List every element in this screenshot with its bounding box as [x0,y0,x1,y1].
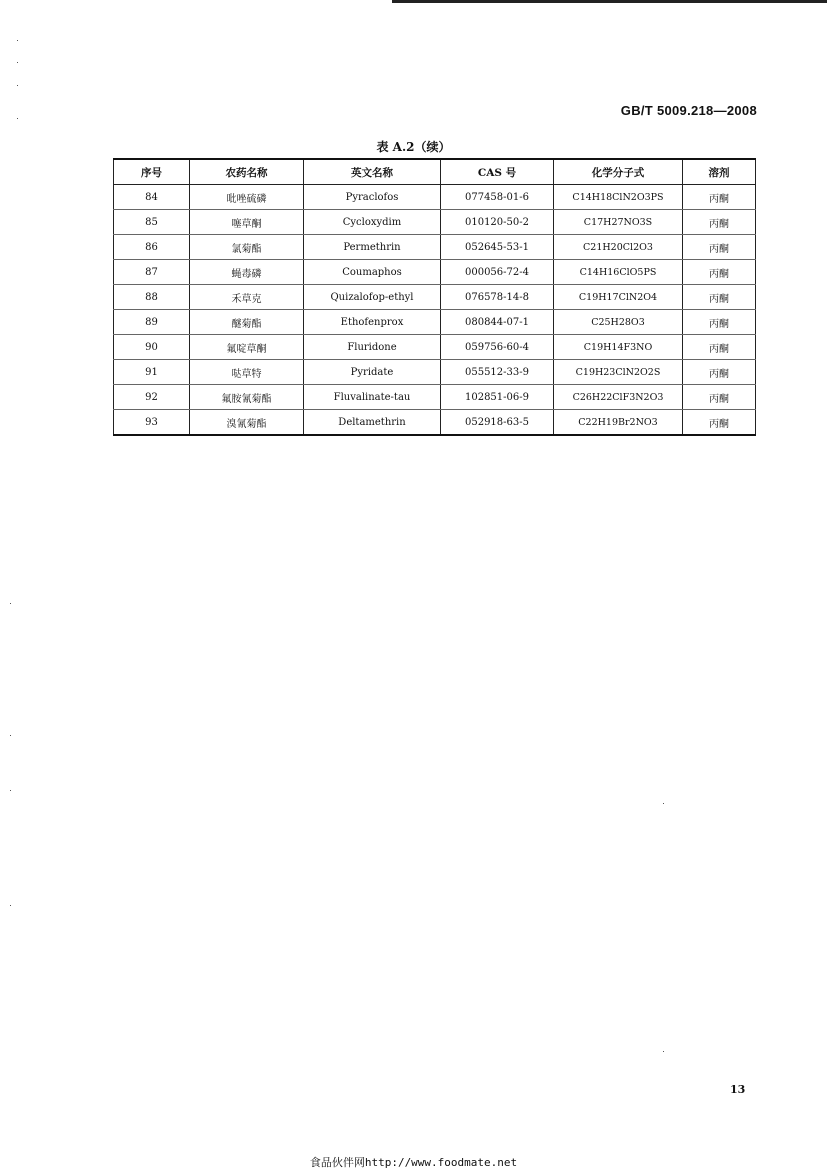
col-header-solvent: 溶剂 [683,159,756,185]
cell-no: 85 [114,210,190,235]
cell-solvent: 丙酮 [683,410,756,436]
cell-name-cn: 溴氰菊酯 [190,410,304,436]
cell-cas: 010120-50-2 [441,210,554,235]
cell-name-en: Coumaphos [304,260,441,285]
cell-cas: 052645-53-1 [441,235,554,260]
cell-name-en: Deltamethrin [304,410,441,436]
cell-no: 93 [114,410,190,436]
col-header-name-cn: 农药名称 [190,159,304,185]
cell-solvent: 丙酮 [683,285,756,310]
cell-formula: C26H22ClF3N2O3 [554,385,683,410]
cell-cas: 059756-60-4 [441,335,554,360]
cell-name-cn: 氟啶草酮 [190,335,304,360]
cell-name-cn: 禾草克 [190,285,304,310]
cell-no: 87 [114,260,190,285]
scan-speck [17,118,18,119]
cell-no: 86 [114,235,190,260]
cell-formula: C19H17ClN2O4 [554,285,683,310]
cell-formula: C19H14F3NO [554,335,683,360]
cell-name-en: Cycloxydim [304,210,441,235]
table-row [114,210,756,235]
scan-speck [10,905,11,906]
cell-name-en: Pyraclofos [304,185,441,210]
cell-cas: 055512-33-9 [441,360,554,385]
cell-name-en: Quizalofop-ethyl [304,285,441,310]
cell-solvent: 丙酮 [683,260,756,285]
footer-watermark [0,1154,827,1170]
page-number: 13 [730,1083,746,1096]
cell-formula: C21H20Cl2O3 [554,235,683,260]
cell-name-cn: 醚菊酯 [190,310,304,335]
table-row [114,235,756,260]
cell-no: 92 [114,385,190,410]
cell-name-cn: 噻草酮 [190,210,304,235]
cell-formula: C25H28O3 [554,310,683,335]
cell-solvent: 丙酮 [683,235,756,260]
cell-solvent: 丙酮 [683,360,756,385]
cell-solvent: 丙酮 [683,310,756,335]
cell-solvent: 丙酮 [683,335,756,360]
cell-name-cn: 吡唑硫磷 [190,185,304,210]
col-header-no: 序号 [114,159,190,185]
cell-name-cn: 蝇毒磷 [190,260,304,285]
cell-no: 89 [114,310,190,335]
cell-name-cn: 哒草特 [190,360,304,385]
cell-solvent: 丙酮 [683,385,756,410]
scan-speck [10,603,11,604]
table-header-row [114,159,756,185]
cell-cas: 077458-01-6 [441,185,554,210]
cell-name-en: Ethofenprox [304,310,441,335]
pesticide-table [113,158,756,436]
scan-speck [10,735,11,736]
table-caption: 表 A.2（续） [376,140,451,154]
cell-cas: 080844-07-1 [441,310,554,335]
cell-name-en: Fluridone [304,335,441,360]
cell-no: 88 [114,285,190,310]
table-row [114,385,756,410]
cell-cas: 000056-72-4 [441,260,554,285]
scan-speck [17,85,18,86]
table-row [114,335,756,360]
table-row [114,185,756,210]
table-row [114,310,756,335]
cell-cas: 102851-06-9 [441,385,554,410]
cell-formula: C22H19Br2NO3 [554,410,683,436]
cell-name-cn: 氯菊酯 [190,235,304,260]
standard-number: GB/T 5009.218—2008 [620,103,757,118]
scan-speck [663,1051,664,1052]
cell-no: 91 [114,360,190,385]
cell-name-en: Permethrin [304,235,441,260]
table-row [114,285,756,310]
scan-speck [663,803,664,804]
footer-url: http://www.foodmate.net [364,1156,518,1169]
footer-site-name: 食品伙伴网 [309,1156,365,1169]
cell-name-cn: 氟胺氰菊酯 [190,385,304,410]
col-header-cas: CAS 号 [441,159,554,185]
cell-no: 90 [114,335,190,360]
cell-formula: C19H23ClN2O2S [554,360,683,385]
top-border-rule [392,0,827,3]
cell-name-en: Fluvalinate-tau [304,385,441,410]
table-row [114,410,756,436]
col-header-formula: 化学分子式 [554,159,683,185]
cell-formula: C14H18ClN2O3PS [554,185,683,210]
col-header-name-en: 英文名称 [304,159,441,185]
scan-speck [17,40,18,41]
cell-cas: 076578-14-8 [441,285,554,310]
cell-cas: 052918-63-5 [441,410,554,436]
table-row [114,260,756,285]
scan-speck [10,790,11,791]
cell-solvent: 丙酮 [683,185,756,210]
table-row [114,360,756,385]
cell-formula: C14H16ClO5PS [554,260,683,285]
cell-formula: C17H27NO3S [554,210,683,235]
scan-speck [17,62,18,63]
cell-solvent: 丙酮 [683,210,756,235]
cell-no: 84 [114,185,190,210]
cell-name-en: Pyridate [304,360,441,385]
